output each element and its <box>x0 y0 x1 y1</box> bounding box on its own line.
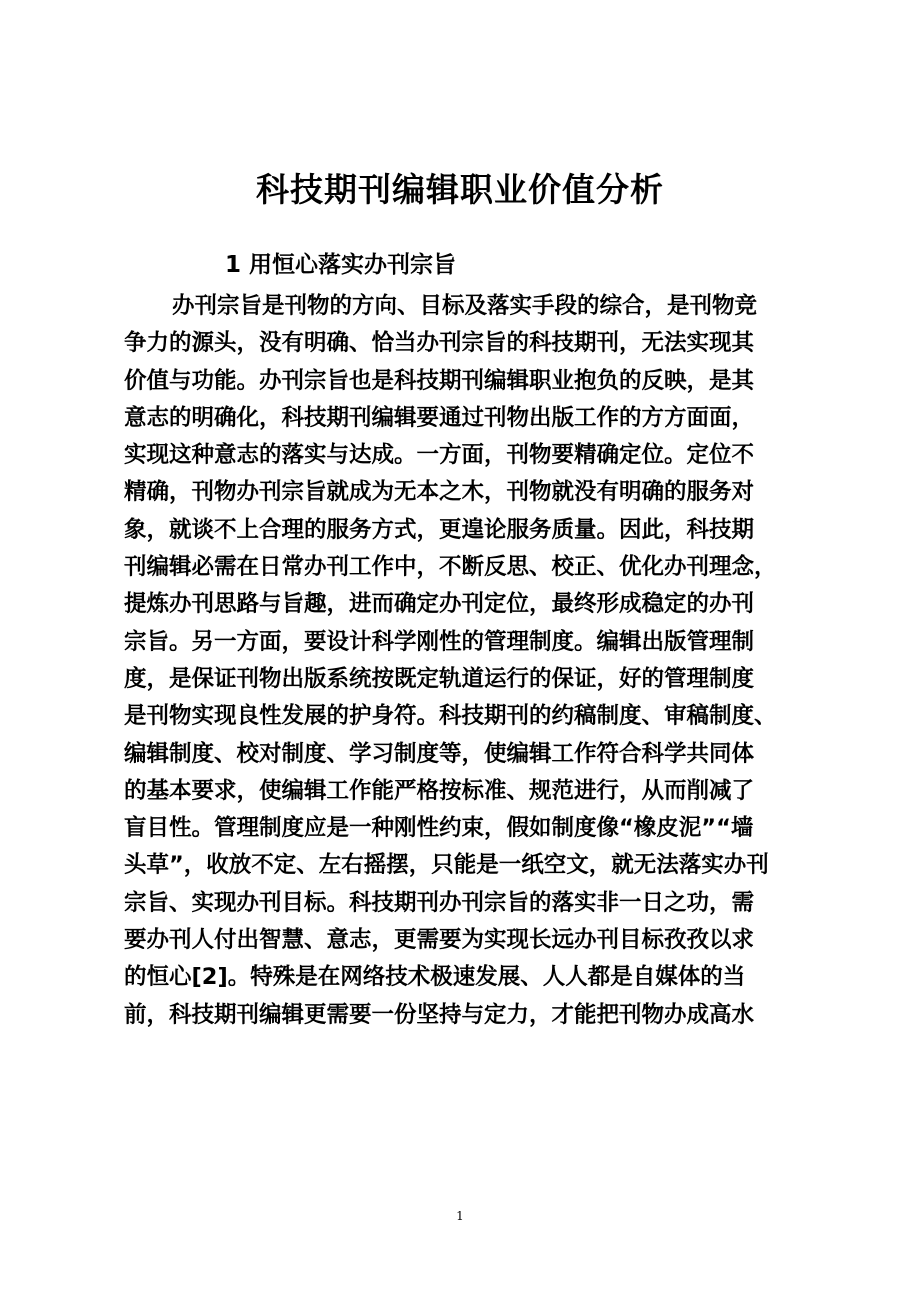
paragraph-line: 意志的明确化，科技期刊编辑要通过刊物出版工作的方方面面， <box>124 404 755 431</box>
paragraph-line: 宗旨。另一方面，要设计科学刚性的管理制度。编辑出版管理制 <box>124 628 755 655</box>
paragraph-line: 要办刊人付出智慧、意志，更需要为实现长远办刊目标孜孜以求 <box>124 927 755 954</box>
paragraph-line: 宗旨、实现办刊目标。科技期刊办刊宗旨的落实非一日之功，需 <box>124 889 755 916</box>
paragraph-line: 头草”，收放不定、左右摇摆，只能是一纸空文，就无法落实办刊 <box>124 852 769 879</box>
paragraph-line: 象，就谈不上合理的服务方式，更遑论服务质量。因此，科技期 <box>124 516 755 543</box>
paragraph-line: 编辑制度、校对制度、学习制度等，使编辑工作符合科学共同体 <box>124 740 755 767</box>
paragraph-line: 度，是保证刊物出版系统按既定轨道运行的保证，好的管理制度 <box>124 665 755 692</box>
paragraph-line: 的恒心[2]。特殊是在网络技术极速发展、人人都是自媒体的当 <box>124 964 746 991</box>
paragraph-line: 办刊宗旨是刊物的方向、目标及落实手段的综合，是刊物竞 <box>172 293 758 319</box>
paragraph-line: 的基本要求，使编辑工作能严格按标准、规范进行，从而削减了 <box>124 777 755 804</box>
page-title: 科技期刊编辑职业价值分析 <box>256 170 664 209</box>
page-number: 1 <box>456 1209 464 1223</box>
paragraph-line: 精确，刊物办刊宗旨就成为无本之木，刊物就没有明确的服务对 <box>124 479 755 506</box>
paragraph-line: 前，科技期刊编辑更需要一份坚持与定力，才能把刊物办成高水 <box>124 1001 755 1028</box>
paragraph-line: 价值与功能。办刊宗旨也是科技期刊编辑职业抱负的反映，是其 <box>124 367 755 394</box>
paragraph-line: 实现这种意志的落实与达成。一方面，刊物要精确定位。定位不 <box>124 442 755 469</box>
paragraph-line: 提炼办刊思路与旨趣，进而确定办刊定位，最终形成稳定的办刊 <box>124 591 755 618</box>
body-paragraph <box>124 288 814 1034</box>
paragraph-line: 刊编辑必需在日常办刊工作中，不断反思、校正、优化办刊理念， <box>124 554 777 581</box>
paragraph-line: 盲目性。管理制度应是一种刚性约束，假如制度像“橡皮泥”“墙 <box>124 815 754 842</box>
section-heading: 1 用恒心落实办刊宗旨 <box>225 252 457 278</box>
paragraph-line: 争力的源头，没有明确、恰当办刊宗旨的科技期刊，无法实现其 <box>124 330 755 357</box>
paragraph-line: 是刊物实现良性发展的护身符。科技期刊的约稿制度、审稿制度、 <box>124 703 777 730</box>
